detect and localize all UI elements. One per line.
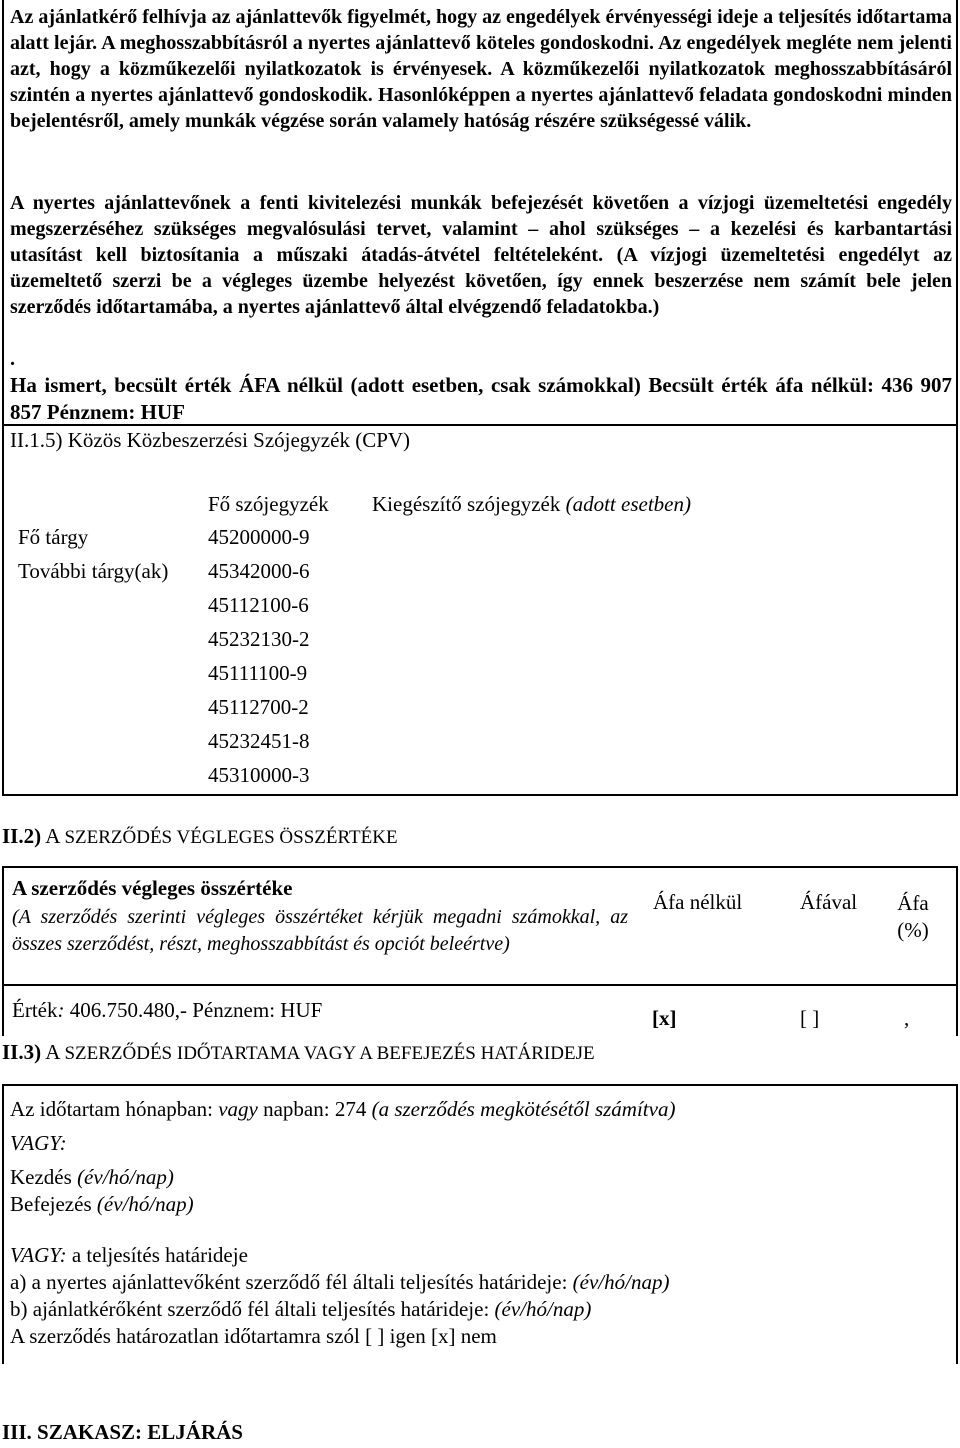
- duration-section-heading: II.3) A SZERZŐDÉS IDŐTARTAMA VAGY A BEFEJEZÉS HATÁRIDEJE: [2, 1040, 595, 1064]
- gross-checkbox[interactable]: [ ]: [800, 1006, 820, 1030]
- deadline-contractor: a) a nyertes ajánlattevőként szerződő fél általi teljesítés határideje: (év/hó/nap): [10, 1270, 670, 1294]
- net-checkbox[interactable]: [x]: [652, 1006, 677, 1030]
- cpv-code: 45232451-8: [208, 729, 310, 753]
- cpv-code: 45232130-2: [208, 627, 310, 651]
- cpv-code: 45112700-2: [208, 695, 309, 719]
- description-paragraph-2: [10, 190, 952, 320]
- value-amount: Érték: 406.750.480,- Pénznem: HUF: [12, 998, 323, 1022]
- start-date: Kezdés (év/hó/nap): [10, 1165, 174, 1189]
- value-divider: [2, 984, 958, 986]
- cpv-code: 45112100-6: [208, 593, 309, 617]
- deadline-contracting-authority: b) ajánlatkérőként szerződő fél általi teljesítés határideje: (év/hó/nap): [10, 1297, 592, 1321]
- cpv-col-main-header: Fő szójegyzék: [208, 492, 329, 516]
- duration-months-days: Az időtartam hónapban: vagy napban: 274 (a szerződés megkötésétől számítva): [10, 1097, 676, 1121]
- estimated-value-text: Ha ismert, becsült érték ÁFA nélkül (adott esetben, csak számokkal) Becsült érték áfa nélkül: 436 907 857 Pénznem: HUF: [10, 373, 952, 424]
- indefinite-duration: A szerződés határozatlan időtartamra szól [ ] igen [x] nem: [10, 1324, 497, 1348]
- cpv-further-codes: [208, 554, 310, 792]
- cpv-main-label: Fő tárgy: [18, 525, 89, 549]
- vizjogi-text: A nyertes ajánlattevőnek a fenti kivitelezési munkák befejezését követően a vízjogi üzemeltetési engedély megszerzéséhez szükséges megvalósulási tervet, valamint – ahol szükséges – a kezelési és karbantartási utasítást kell biztosítania a műszaki átadás-átvétel feltételeként. (A vízjogi üzemeltetési engedélyt az üzemeltető szerzi be a végleges üzembe helyezést követően, így ennek beszerzése nem számít bele jelen szerződés időtartamába, a nyertes ajánlattevő által elvégzendő feladatokba.): [10, 192, 952, 318]
- value-note: (A szerződés szerinti végleges összértéket kérjük megadni számokkal, az összes szerződést, részt, meghosszabbítást és opciót beleértve): [12, 906, 628, 955]
- cpv-code: 45111100-9: [208, 661, 308, 685]
- section-iii-heading: III. SZAKASZ: ELJÁRÁS: [2, 1420, 243, 1444]
- col-net-header: Áfa nélkül: [653, 890, 743, 914]
- vagy-label-2: VAGY: a teljesítés határideje: [10, 1243, 248, 1267]
- vagy-label-1: VAGY:: [10, 1131, 67, 1155]
- cpv-box: [2, 424, 958, 796]
- value-section-heading: II.2) A SZERZŐDÉS VÉGLEGES ÖSSZÉRTÉKE: [2, 824, 398, 848]
- end-date: Befejezés (év/hó/nap): [10, 1192, 194, 1216]
- cpv-code: 45342000-6: [208, 559, 310, 583]
- col-gross-header: Áfával: [800, 890, 858, 914]
- col-vat-header: Áfa (%): [897, 891, 929, 942]
- vat-value: ,: [904, 1006, 910, 1030]
- cpv-heading: II.1.5) Közös Közbeszerzési Szójegyzék (CPV): [10, 428, 411, 452]
- duration-lines: [10, 1096, 675, 1350]
- value-title: A szerződés végleges összértéke: [12, 876, 293, 900]
- cpv-code: 45310000-3: [208, 763, 310, 787]
- engedelyek-text: Az ajánlatkérő felhívja az ajánlattevők figyelmét, hogy az engedélyek érvényességi ideje a teljesítés időtartama alatt lejár. A meghosszabbításról a nyertes ajánlattevő köteles gondoskodni. Az engedélyek megléte nem jelenti azt, hogy a közműkezelői nyilatkozatok is érvényesek. A közműkezelői nyilatkozatok meghosszabbításáról szintén a nyertes ajánlattevő gondoskodik. Hasonlóképpen a nyertes ajánlattevő feladata gondoskodni minden bejelentésről, amely munkák végzése során valamely hatóság részére szükségessé válik.: [10, 6, 953, 132]
- description-paragraph-1: [10, 4, 952, 134]
- description-dot: .: [10, 348, 15, 370]
- cpv-further-label: További tárgy(ak): [18, 559, 169, 583]
- cpv-col-extra-header: Kiegészítő szójegyzék (adott esetben): [372, 492, 691, 516]
- cpv-main-code: 45200000-9: [208, 525, 310, 549]
